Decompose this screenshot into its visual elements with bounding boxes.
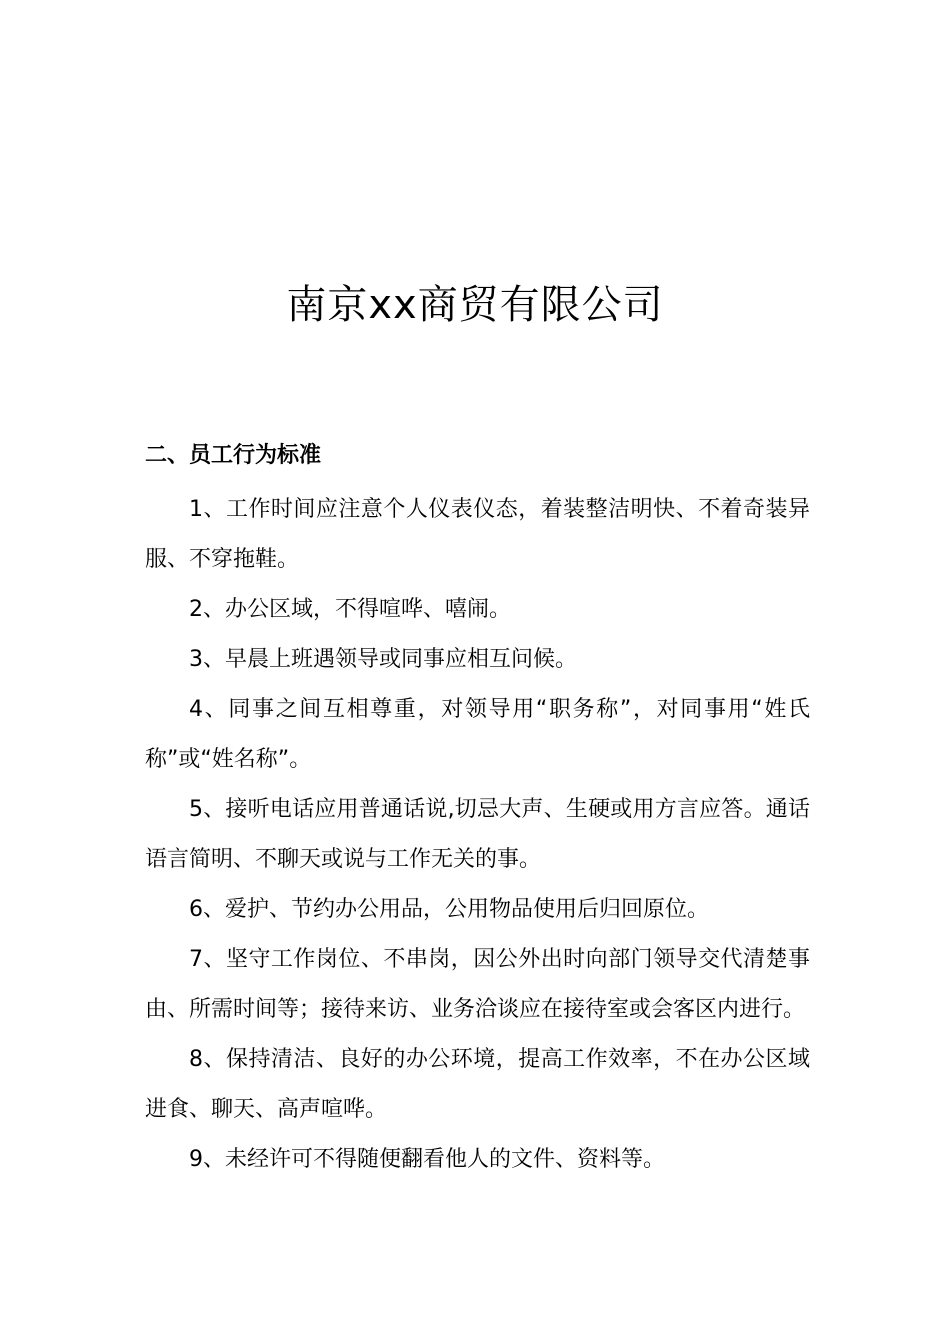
document-title: 南京xx商贸有限公司 [286, 282, 664, 328]
paragraph-6: 6、爱护、节约办公用品，公用物品使用后归回原位。 [189, 897, 709, 922]
paragraph-5: 5、接听电话应用普通话说,切忌大声、生硬或用方言应答。通话语言简明、不聊天或说与工作无关的事。 [145, 797, 810, 872]
paragraph-7: 7、坚守工作岗位、不串岗，因公外出时向部门领导交代清楚事由、所需时间等；接待来访、业务洽谈应在接待室或会客区内进行。 [145, 947, 810, 1022]
paragraph-2: 2、办公区域，不得喧哗、嘻闹。 [189, 597, 511, 622]
paragraph-4: 4、同事之间互相尊重，对领导用“职务称”，对同事用“姓氏称”或“姓名称”。 [145, 697, 810, 772]
paragraph-9: 9、未经许可不得随便翻看他人的文件、资料等。 [189, 1147, 665, 1172]
paragraph-8: 8、保持清洁、良好的办公环境，提高工作效率，不在办公区域进食、聊天、高声喧哗。 [145, 1047, 810, 1122]
paragraph-1: 1、工作时间应注意个人仪表仪态，着装整洁明快、不着奇装异服、不穿拖鞋。 [145, 497, 810, 572]
document-body [145, 485, 810, 1185]
section-heading: 二、员工行为标准 [145, 443, 322, 468]
paragraph-3: 3、早晨上班遇领导或同事应相互问候。 [189, 647, 577, 672]
